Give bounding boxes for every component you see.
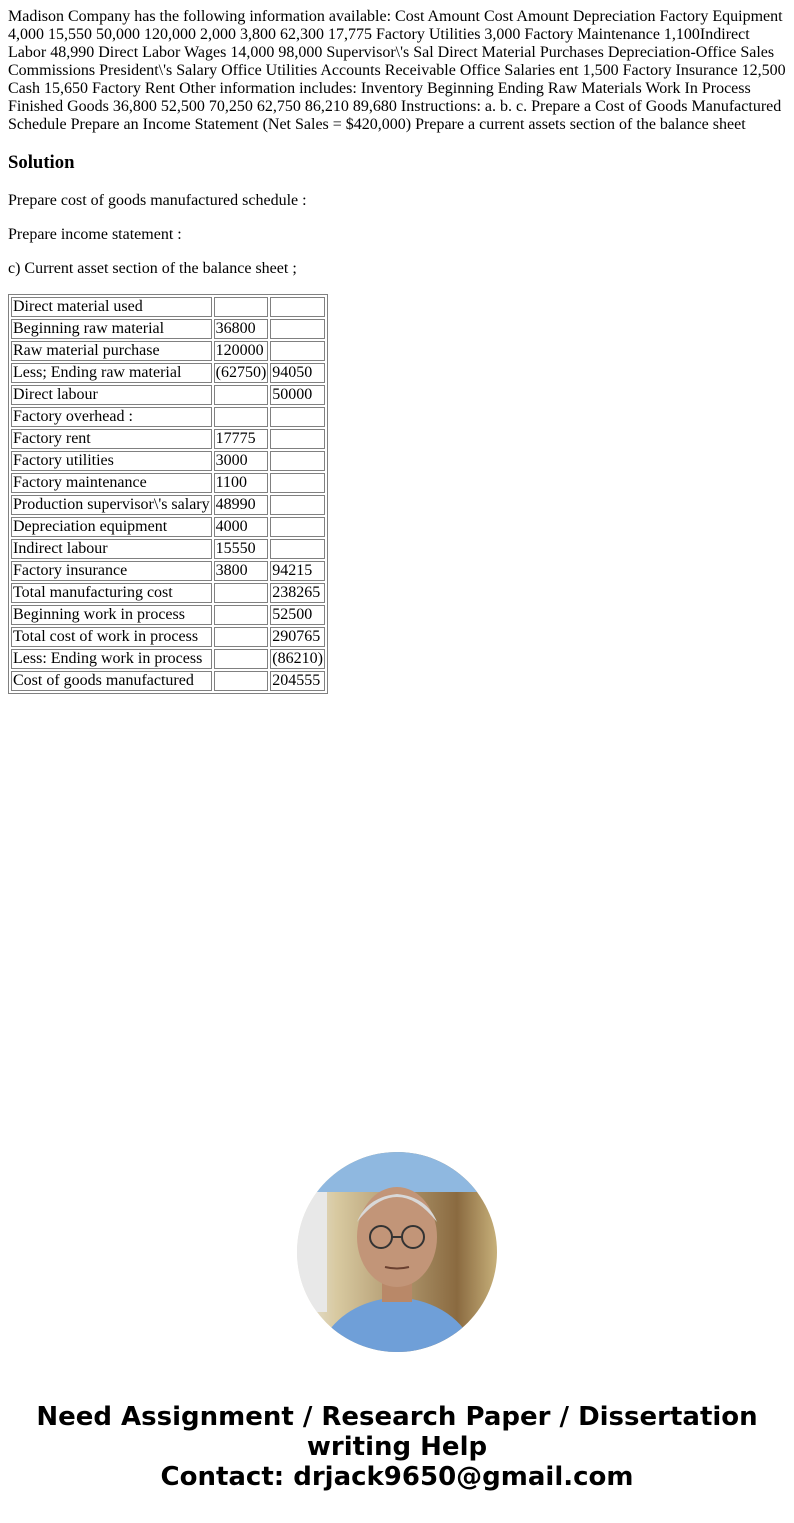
table-cell xyxy=(270,473,325,493)
table-cell: Direct labour xyxy=(11,385,212,405)
table-cell xyxy=(214,671,269,691)
table-cell: 204555 xyxy=(270,671,325,691)
table-row xyxy=(11,451,325,471)
table-row xyxy=(11,605,325,625)
step-text: Prepare cost of goods manufactured schedule : xyxy=(8,192,307,209)
table-cell xyxy=(270,297,325,317)
table-cell: Factory insurance xyxy=(11,561,212,581)
table-row xyxy=(11,473,325,493)
table-cell: 1100 xyxy=(214,473,269,493)
table-cell xyxy=(214,583,269,603)
table-cell: Total manufacturing cost xyxy=(11,583,212,603)
table-cell: 4000 xyxy=(214,517,269,537)
table-row xyxy=(11,583,325,603)
table-cell: Factory rent xyxy=(11,429,212,449)
table-cell: 36800 xyxy=(214,319,269,339)
table-row xyxy=(11,385,325,405)
table-row xyxy=(11,561,325,581)
banner-line: Need Assignment / Research Paper / Dissertation xyxy=(36,1402,758,1432)
table-cell xyxy=(270,341,325,361)
table-row xyxy=(11,363,325,383)
step-text: c) Current asset section of the balance sheet ; xyxy=(8,260,297,277)
table-cell: 15550 xyxy=(214,539,269,559)
table-cell xyxy=(214,407,269,427)
table-cell: Less; Ending raw material xyxy=(11,363,212,383)
table-row xyxy=(11,671,325,691)
table-cell: Raw material purchase xyxy=(11,341,212,361)
table-cell: Factory overhead : xyxy=(11,407,212,427)
table-cell: Beginning raw material xyxy=(11,319,212,339)
table-row xyxy=(11,517,325,537)
table-cell: 17775 xyxy=(214,429,269,449)
table-cell xyxy=(270,539,325,559)
table-cell: Factory maintenance xyxy=(11,473,212,493)
table-cell xyxy=(214,649,269,669)
table-row xyxy=(11,539,325,559)
table-cell xyxy=(270,429,325,449)
table-cell: 48990 xyxy=(214,495,269,515)
table-cell: 94215 xyxy=(270,561,325,581)
author-avatar xyxy=(297,1152,497,1352)
table-cell: 290765 xyxy=(270,627,325,647)
table-cell xyxy=(214,627,269,647)
table-row xyxy=(11,341,325,361)
table-cell xyxy=(270,319,325,339)
table-cell: Indirect labour xyxy=(11,539,212,559)
table-cell: 3000 xyxy=(214,451,269,471)
banner-line: writing Help xyxy=(306,1432,488,1462)
table-row xyxy=(11,649,325,669)
table-cell: 120000 xyxy=(214,341,269,361)
table-cell xyxy=(214,385,269,405)
contact-email: Contact: drjack9650@gmail.com xyxy=(160,1462,634,1492)
table-cell: Less: Ending work in process xyxy=(11,649,212,669)
table-cell: 238265 xyxy=(270,583,325,603)
table-cell: (86210) xyxy=(272,650,323,667)
table-row xyxy=(11,297,325,317)
table-row xyxy=(11,495,325,515)
table-cell: Production supervisor\'s salary xyxy=(13,496,210,513)
table-row xyxy=(11,319,325,339)
table-cell: 50000 xyxy=(270,385,325,405)
table-cell xyxy=(270,495,325,515)
table-cell: 52500 xyxy=(270,605,325,625)
table-cell: Beginning work in process xyxy=(11,605,212,625)
table-cell: Factory utilities xyxy=(11,451,212,471)
table-cell xyxy=(214,605,269,625)
cogm-schedule-table xyxy=(8,294,328,694)
table-cell: (62750) xyxy=(215,364,267,381)
table-row xyxy=(11,429,325,449)
table-cell: Total cost of work in process xyxy=(11,627,212,647)
table-cell: 3800 xyxy=(214,561,269,581)
question-text: Madison Company has the following information available: Cost Amount Cost Amount Depreciation Factory Equipment 4,000 15,550 50,000 120,000 2,000 3,800 62,300 17,775 Factory Utilities 3,000 Factory Maintenance 1,100Indirect Labor 48,990 Direct Labor Wages 14,000 98,000 Supervisor\'s Sal Direct Material Purchases Depreciation-Office Sales Commissions President\'s Salary Office Utilities Accounts Receivable Office Salaries ent 1,500 Factory Insurance 12,500 Cash 15,650 Factory Rent Other information includes: Inventory Beginning Ending Raw Materials Work In Process Finished Goods 36,800 52,500 70,250 62,750 86,210 89,680 Instructions: a. b. c. Prepare a Cost of Goods Manufactured Schedule Prepare an Income Statement (Net Sales = $420,000) Prepare a current assets section of the balance sheet xyxy=(8,8,786,133)
table-cell: Cost of goods manufactured xyxy=(11,671,212,691)
step-text: Prepare income statement : xyxy=(8,226,182,243)
table-cell: 94050 xyxy=(270,363,325,383)
table-cell xyxy=(214,297,269,317)
table-cell: Direct material used xyxy=(11,297,212,317)
table-cell xyxy=(270,451,325,471)
table-cell xyxy=(270,407,325,427)
table-row xyxy=(11,627,325,647)
solution-heading: Solution xyxy=(8,152,75,173)
contact-banner xyxy=(8,1402,786,1492)
table-cell: Depreciation equipment xyxy=(11,517,212,537)
table-row xyxy=(11,407,325,427)
table-cell xyxy=(270,517,325,537)
